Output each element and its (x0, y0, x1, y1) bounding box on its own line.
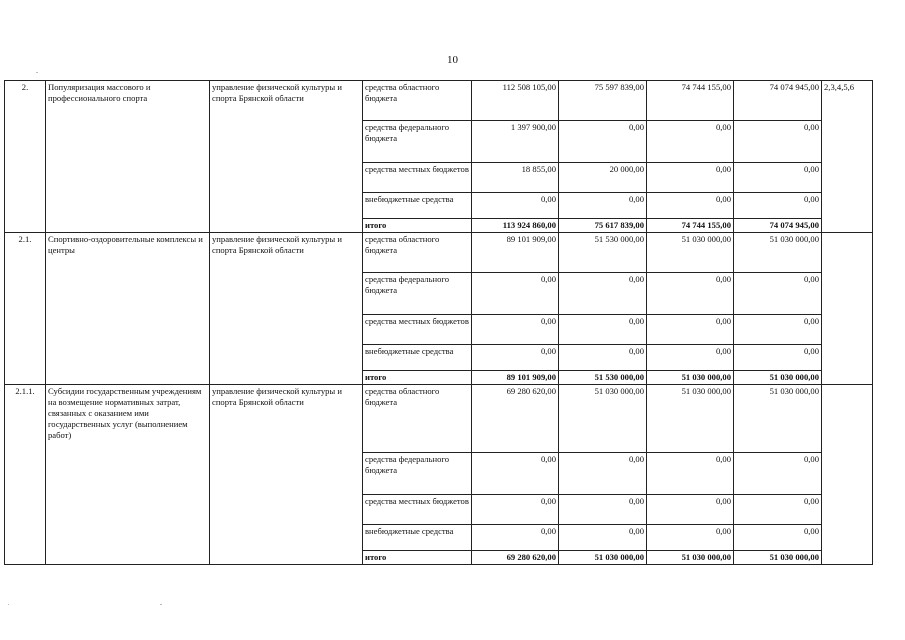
scan-speck (36, 72, 38, 73)
amount-cell: 74 744 155,00 (647, 81, 734, 121)
funding-source: средства областного бюджета (363, 81, 472, 121)
amount-cell: 20 000,00 (559, 163, 647, 193)
amount-cell: 51 030 000,00 (647, 551, 734, 565)
amount-cell: 51 030 000,00 (734, 233, 822, 273)
amount-cell: 51 030 000,00 (559, 385, 647, 453)
amount-cell: 0,00 (647, 525, 734, 551)
budget-table (4, 80, 873, 565)
amount-cell: 51 030 000,00 (734, 371, 822, 385)
amount-cell: 0,00 (472, 193, 559, 219)
amount-cell: 0,00 (559, 453, 647, 495)
amount-cell: 74 074 945,00 (734, 219, 822, 233)
amount-cell: 0,00 (734, 273, 822, 315)
amount-cell: 51 530 000,00 (559, 233, 647, 273)
amount-cell: 18 855,00 (472, 163, 559, 193)
amount-cell: 89 101 909,00 (472, 371, 559, 385)
amount-cell: 0,00 (734, 121, 822, 163)
amount-cell: 0,00 (559, 315, 647, 345)
amount-cell: 74 074 945,00 (734, 81, 822, 121)
amount-cell: 51 030 000,00 (647, 385, 734, 453)
amount-cell: 0,00 (647, 273, 734, 315)
table-row (5, 81, 873, 121)
amount-cell: 0,00 (734, 193, 822, 219)
amount-cell: 0,00 (647, 315, 734, 345)
funding-source: средства федерального бюджета (363, 121, 472, 163)
amount-cell: 0,00 (472, 495, 559, 525)
amount-cell: 0,00 (734, 495, 822, 525)
amount-cell: 0,00 (559, 495, 647, 525)
amount-cell: 0,00 (472, 345, 559, 371)
amount-cell: 0,00 (472, 525, 559, 551)
item-executor: управление физической культуры и спорта Брянской области (210, 233, 363, 385)
amount-cell: 74 744 155,00 (647, 219, 734, 233)
amount-cell: 0,00 (559, 525, 647, 551)
scan-speck (160, 604, 162, 605)
amount-cell: 0,00 (647, 345, 734, 371)
funding-source: внебюджетные средства (363, 345, 472, 371)
amount-cell: 0,00 (647, 453, 734, 495)
funding-source: средства местных бюджетов (363, 495, 472, 525)
amount-cell: 0,00 (647, 121, 734, 163)
amount-cell: 0,00 (734, 453, 822, 495)
amount-cell: 113 924 860,00 (472, 219, 559, 233)
funding-source: итого (363, 551, 472, 565)
item-name: Субсидии государственным учреждениям на возмещение нормативных затрат, связанных с оказанием ими государственных услуг (выполнением работ) (46, 385, 210, 565)
funding-source: средства федерального бюджета (363, 273, 472, 315)
amount-cell: 0,00 (559, 345, 647, 371)
amount-cell: 0,00 (734, 315, 822, 345)
amount-cell: 1 397 900,00 (472, 121, 559, 163)
amount-cell: 0,00 (734, 163, 822, 193)
funding-source: итого (363, 371, 472, 385)
amount-cell: 51 030 000,00 (734, 385, 822, 453)
funding-source: итого (363, 219, 472, 233)
funding-source: средства областного бюджета (363, 385, 472, 453)
amount-cell: 75 617 839,00 (559, 219, 647, 233)
amount-cell: 0,00 (734, 345, 822, 371)
amount-cell: 0,00 (472, 453, 559, 495)
amount-cell: 89 101 909,00 (472, 233, 559, 273)
item-name: Спортивно-оздоровительные комплексы и центры (46, 233, 210, 385)
indicator-numbers (822, 233, 873, 385)
funding-source: средства областного бюджета (363, 233, 472, 273)
funding-source: внебюджетные средства (363, 525, 472, 551)
indicator-numbers: 2,3,4,5,6 (822, 81, 873, 233)
funding-source: средства местных бюджетов (363, 315, 472, 345)
funding-source: внебюджетные средства (363, 193, 472, 219)
amount-cell: 69 280 620,00 (472, 551, 559, 565)
amount-cell: 0,00 (559, 121, 647, 163)
indicator-numbers (822, 385, 873, 565)
amount-cell: 0,00 (559, 193, 647, 219)
scan-speck (8, 604, 9, 605)
amount-cell: 0,00 (734, 525, 822, 551)
table-row (5, 233, 873, 273)
amount-cell: 75 597 839,00 (559, 81, 647, 121)
amount-cell: 0,00 (559, 273, 647, 315)
amount-cell: 0,00 (647, 495, 734, 525)
funding-source: средства местных бюджетов (363, 163, 472, 193)
item-executor: управление физической культуры и спорта Брянской области (210, 385, 363, 565)
amount-cell: 51 030 000,00 (647, 233, 734, 273)
amount-cell: 51 030 000,00 (559, 551, 647, 565)
amount-cell: 51 530 000,00 (559, 371, 647, 385)
item-number: 2.1. (5, 233, 46, 385)
amount-cell: 0,00 (647, 193, 734, 219)
item-number: 2. (5, 81, 46, 233)
table-row (5, 385, 873, 453)
amount-cell: 0,00 (647, 163, 734, 193)
amount-cell: 112 508 105,00 (472, 81, 559, 121)
item-number: 2.1.1. (5, 385, 46, 565)
item-name: Популяризация массового и профессионального спорта (46, 81, 210, 233)
amount-cell: 0,00 (472, 315, 559, 345)
funding-source: средства федерального бюджета (363, 453, 472, 495)
amount-cell: 51 030 000,00 (647, 371, 734, 385)
amount-cell: 51 030 000,00 (734, 551, 822, 565)
amount-cell: 69 280 620,00 (472, 385, 559, 453)
amount-cell: 0,00 (472, 273, 559, 315)
item-executor: управление физической культуры и спорта Брянской области (210, 81, 363, 233)
page-number: 10 (447, 54, 458, 66)
